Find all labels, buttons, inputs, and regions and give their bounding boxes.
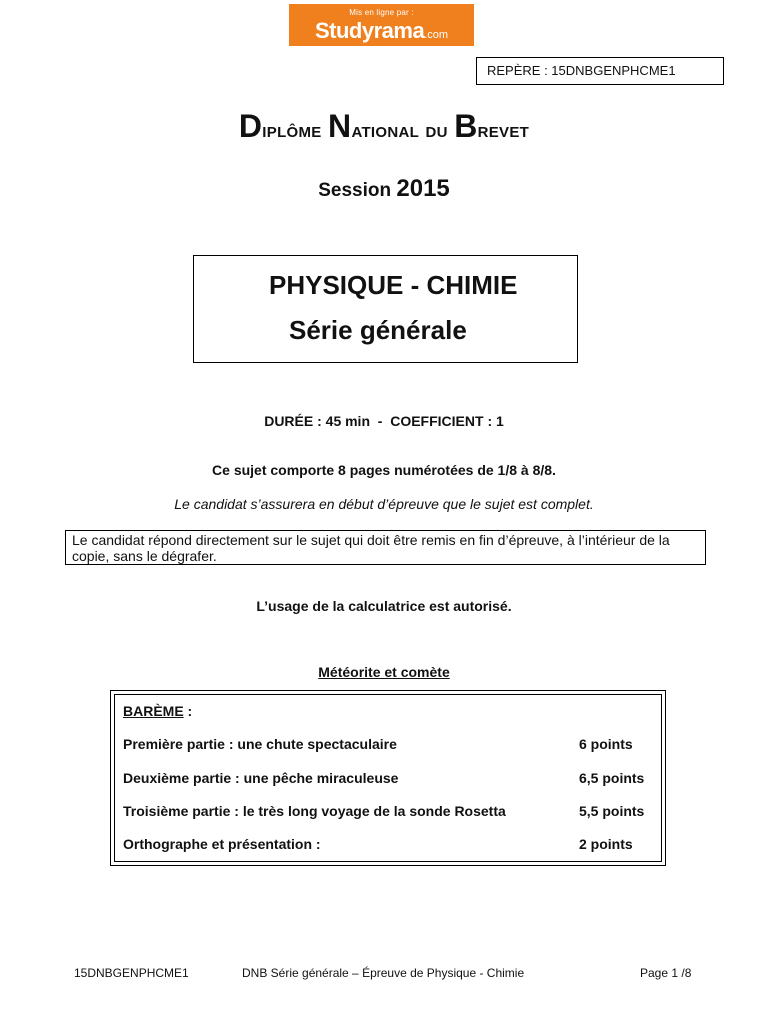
duration-coefficient: DURÉE : 45 min - COEFFICIENT : 1 xyxy=(264,413,504,429)
subject-box xyxy=(193,255,578,363)
bareme-row xyxy=(123,836,653,852)
session-line xyxy=(0,175,768,203)
footer-code: 15DNBGENPHCME1 xyxy=(74,966,189,980)
session-year: 2015 xyxy=(396,175,450,202)
bareme-row-label: Troisième partie : le très long voyage de la sonde Rosetta xyxy=(123,803,506,819)
bareme-box xyxy=(110,690,666,866)
page-title: Diplôme National du Brevet xyxy=(238,108,530,144)
bareme-row-points: 6,5 points xyxy=(579,770,645,786)
bareme-row xyxy=(123,803,653,819)
exam-theme: Météorite et comète xyxy=(318,664,450,680)
logo-domain: .com xyxy=(424,29,449,41)
bareme-row-label: Première partie : une chute spectaculaire xyxy=(123,736,397,752)
logo-caption: Mis en ligne par : xyxy=(349,8,414,17)
pages-info: Ce sujet comporte 8 pages numérotées de 1/8 à 8/8. xyxy=(212,462,556,478)
bareme-inner-frame xyxy=(114,694,662,862)
subject-title: PHYSIQUE - CHIMIE xyxy=(269,270,518,300)
footer-title: DNB Série générale – Épreuve de Physique - Chimie xyxy=(242,966,525,980)
studyrama-logo xyxy=(289,4,474,46)
bareme-row-points: 6 points xyxy=(579,736,633,752)
bareme-title: BARÈME : xyxy=(123,703,193,719)
bareme-row xyxy=(123,736,653,752)
completeness-note: Le candidat s’assurera en début d’épreuve que le sujet est complet. xyxy=(174,496,594,512)
subject-series: Série générale xyxy=(289,315,467,345)
bareme-row-points: 5,5 points xyxy=(579,803,645,819)
calculator-note: L’usage de la calculatrice est autorisé. xyxy=(256,598,512,614)
bareme-row-points: 2 points xyxy=(579,836,633,852)
bareme-row-label: Orthographe et présentation : xyxy=(123,836,321,852)
instruction-box: Le candidat répond directement sur le sujet qui doit être remis en fin d’épreuve, à l’intérieur de la copie, sans le dégrafer. xyxy=(65,530,706,565)
logo-brand xyxy=(289,18,474,44)
session-label: Session xyxy=(318,180,397,201)
bareme-row xyxy=(123,770,653,786)
logo-brand-name: Studyrama xyxy=(314,18,425,43)
bareme-row-label: Deuxième partie : une pêche miraculeuse xyxy=(123,770,399,786)
repere-box: REPÈRE : 15DNBGENPHCME1 xyxy=(476,57,724,85)
footer-page-number: Page 1 /8 xyxy=(640,966,692,980)
